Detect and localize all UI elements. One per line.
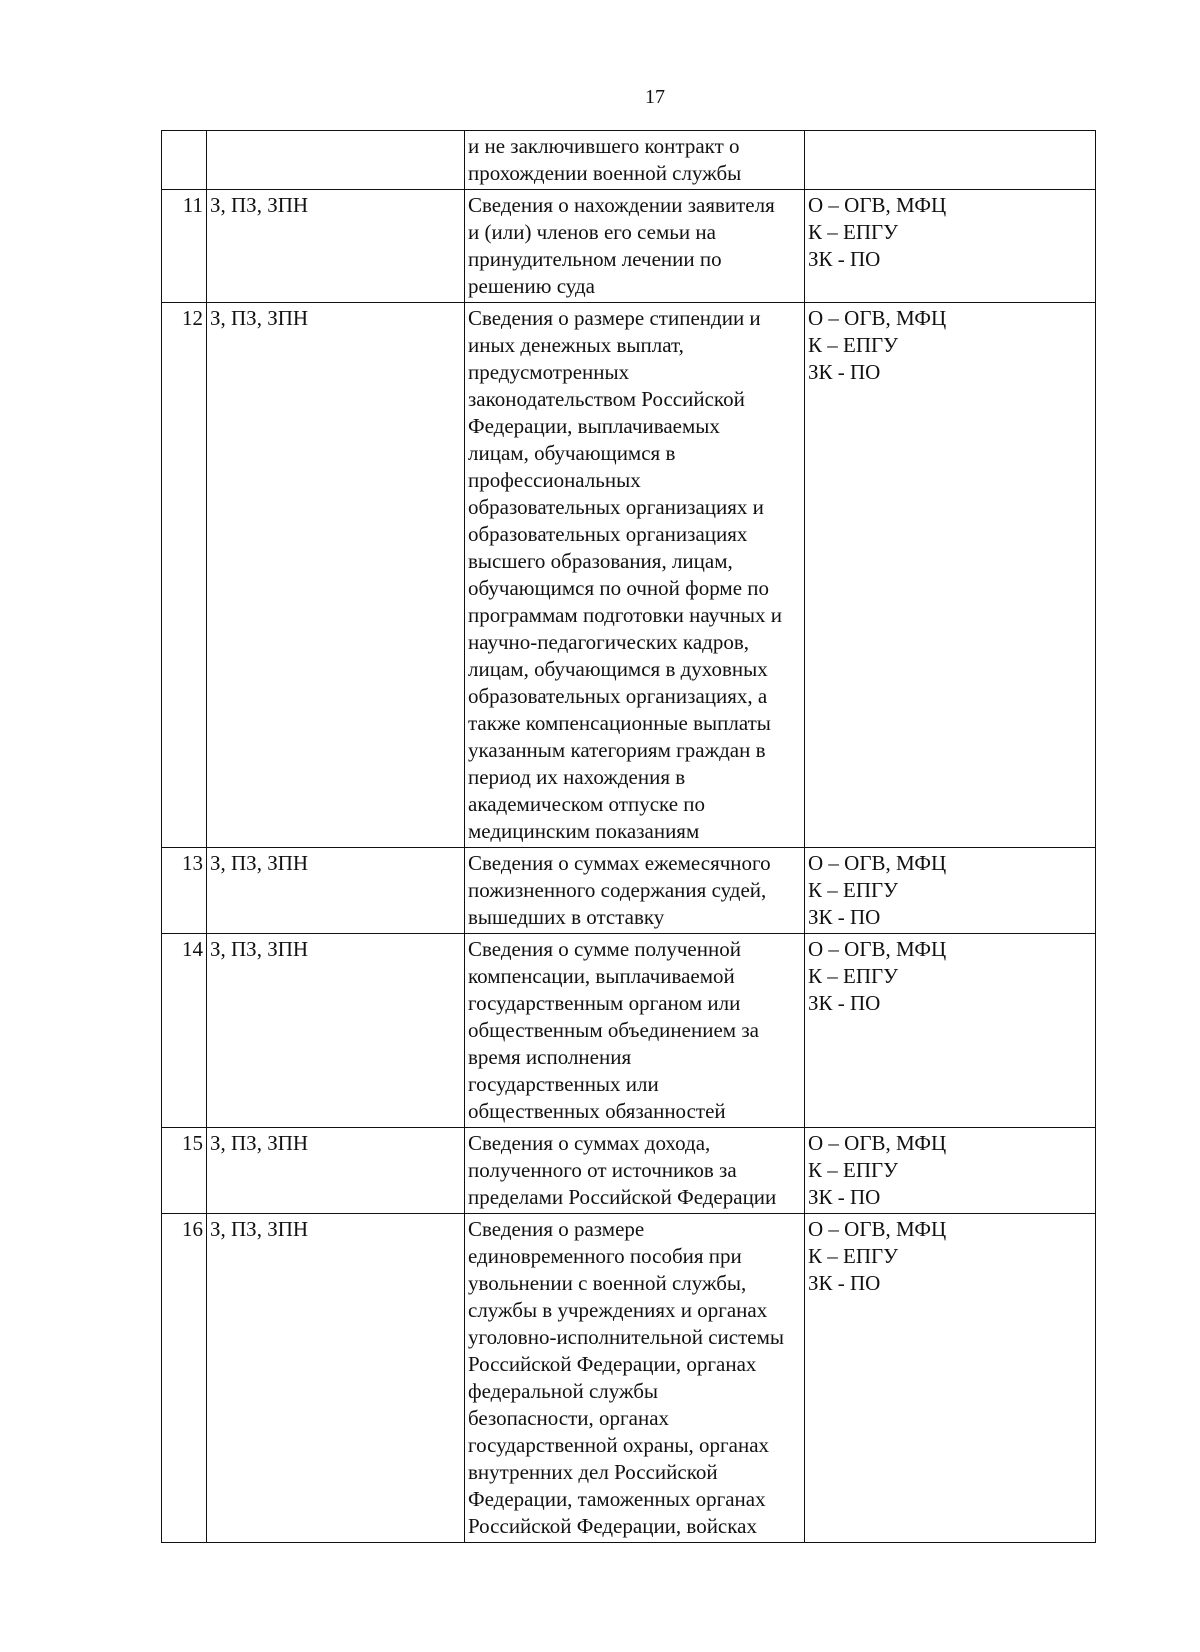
description-line: государственных или bbox=[468, 1072, 659, 1096]
description-line: обучающимся по очной форме по bbox=[468, 576, 770, 600]
description-line: пределами Российской Федерации bbox=[468, 1185, 777, 1209]
row-description bbox=[465, 131, 805, 190]
row-number: 11 bbox=[162, 190, 207, 303]
page-number: 17 bbox=[645, 86, 665, 108]
row-category: З, ПЗ, ЗПН bbox=[207, 303, 465, 848]
source-line: ЗК - ПО bbox=[808, 247, 881, 271]
source-line: ЗК - ПО bbox=[808, 1271, 881, 1295]
row-category: З, ПЗ, ЗПН bbox=[207, 1214, 465, 1543]
row-description bbox=[465, 934, 805, 1128]
description-line: Российской Федерации, войсках bbox=[468, 1514, 757, 1538]
description-line: предусмотренных bbox=[468, 360, 630, 384]
description-line: и (или) членов его семьи на bbox=[468, 220, 716, 244]
description-line: общественным объединением за bbox=[468, 1018, 759, 1042]
row-category: З, ПЗ, ЗПН bbox=[207, 848, 465, 934]
row-source bbox=[805, 934, 1096, 1128]
description-line: увольнении с военной службы, bbox=[468, 1271, 747, 1295]
source-line: О – ОГВ, МФЦ bbox=[808, 306, 947, 330]
data-table bbox=[161, 130, 1096, 1543]
source-line: О – ОГВ, МФЦ bbox=[808, 1217, 947, 1241]
row-category: З, ПЗ, ЗПН bbox=[207, 1128, 465, 1214]
description-line: Федерации, выплачиваемых bbox=[468, 414, 720, 438]
description-line: время исполнения bbox=[468, 1045, 632, 1069]
description-line: профессиональных bbox=[468, 468, 641, 492]
description-line: полученного от источников за bbox=[468, 1158, 737, 1182]
row-number: 12 bbox=[162, 303, 207, 848]
description-line: образовательных организациях bbox=[468, 522, 748, 546]
row-number: 14 bbox=[162, 934, 207, 1128]
description-line: Сведения о сумме полученной bbox=[468, 937, 741, 961]
source-line: К – ЕПГУ bbox=[808, 220, 899, 244]
description-line: лицам, обучающимся в духовных bbox=[468, 657, 768, 681]
table-row bbox=[162, 131, 1096, 190]
table-row bbox=[162, 934, 1096, 1128]
table-row bbox=[162, 1214, 1096, 1543]
row-number bbox=[162, 131, 207, 190]
row-description bbox=[465, 848, 805, 934]
description-line: решению суда bbox=[468, 274, 595, 298]
description-line: академическом отпуске по bbox=[468, 792, 706, 816]
description-line: службы в учреждениях и органах bbox=[468, 1298, 768, 1322]
table-row bbox=[162, 848, 1096, 934]
row-source bbox=[805, 303, 1096, 848]
description-line: принудительном лечении по bbox=[468, 247, 722, 271]
description-line: период их нахождения в bbox=[468, 765, 686, 789]
description-line: общественных обязанностей bbox=[468, 1099, 726, 1123]
description-line: единовременного пособия при bbox=[468, 1244, 742, 1268]
source-line: О – ОГВ, МФЦ bbox=[808, 193, 947, 217]
row-source bbox=[805, 131, 1096, 190]
description-line: Федерации, таможенных органах bbox=[468, 1487, 766, 1511]
description-line: федеральной службы bbox=[468, 1379, 658, 1403]
description-line: высшего образования, лицам, bbox=[468, 549, 733, 573]
description-line: Сведения о размере стипендии и bbox=[468, 306, 761, 330]
row-category: З, ПЗ, ЗПН bbox=[207, 190, 465, 303]
source-line: К – ЕПГУ bbox=[808, 333, 899, 357]
description-line: вышедших в отставку bbox=[468, 905, 665, 929]
description-line: Сведения о размере bbox=[468, 1217, 645, 1241]
description-line: законодательством Российской bbox=[468, 387, 745, 411]
description-line: образовательных организациях и bbox=[468, 495, 764, 519]
row-number: 13 bbox=[162, 848, 207, 934]
description-line: научно-педагогических кадров, bbox=[468, 630, 749, 654]
description-line: образовательных организациях, а bbox=[468, 684, 768, 708]
source-line: ЗК - ПО bbox=[808, 991, 881, 1015]
table-row bbox=[162, 1128, 1096, 1214]
row-number: 15 bbox=[162, 1128, 207, 1214]
description-line: внутренних дел Российской bbox=[468, 1460, 718, 1484]
row-description bbox=[465, 190, 805, 303]
row-category bbox=[207, 131, 465, 190]
description-line: пожизненного содержания судей, bbox=[468, 878, 767, 902]
source-line: К – ЕПГУ bbox=[808, 878, 899, 902]
description-line: государственным органом или bbox=[468, 991, 741, 1015]
source-line: ЗК - ПО bbox=[808, 1185, 881, 1209]
source-line: ЗК - ПО bbox=[808, 905, 881, 929]
description-line: медицинским показаниям bbox=[468, 819, 700, 843]
table-body bbox=[162, 131, 1096, 1543]
description-line: Сведения о суммах ежемесячного bbox=[468, 851, 771, 875]
description-line: Российской Федерации, органах bbox=[468, 1352, 757, 1376]
description-line: прохождении военной службы bbox=[468, 161, 742, 185]
table-row bbox=[162, 190, 1096, 303]
description-line: уголовно-исполнительной системы bbox=[468, 1325, 784, 1349]
row-source bbox=[805, 190, 1096, 303]
row-source bbox=[805, 1214, 1096, 1543]
description-line: компенсации, выплачиваемой bbox=[468, 964, 735, 988]
source-line: ЗК - ПО bbox=[808, 360, 881, 384]
row-description bbox=[465, 1214, 805, 1543]
description-line: указанным категориям граждан в bbox=[468, 738, 766, 762]
description-line: безопасности, органах bbox=[468, 1406, 670, 1430]
source-line: О – ОГВ, МФЦ bbox=[808, 1131, 947, 1155]
description-line: программам подготовки научных и bbox=[468, 603, 782, 627]
row-source bbox=[805, 848, 1096, 934]
description-line: иных денежных выплат, bbox=[468, 333, 684, 357]
row-description bbox=[465, 303, 805, 848]
source-line: К – ЕПГУ bbox=[808, 964, 899, 988]
description-line: Сведения о суммах дохода, bbox=[468, 1131, 711, 1155]
description-line: Сведения о нахождении заявителя bbox=[468, 193, 775, 217]
source-line: О – ОГВ, МФЦ bbox=[808, 851, 947, 875]
source-line: К – ЕПГУ bbox=[808, 1244, 899, 1268]
source-line: О – ОГВ, МФЦ bbox=[808, 937, 947, 961]
description-line: лицам, обучающимся в bbox=[468, 441, 676, 465]
table-row bbox=[162, 303, 1096, 848]
row-category: З, ПЗ, ЗПН bbox=[207, 934, 465, 1128]
description-line: также компенсационные выплаты bbox=[468, 711, 771, 735]
source-line: К – ЕПГУ bbox=[808, 1158, 899, 1182]
row-number: 16 bbox=[162, 1214, 207, 1543]
description-line: государственной охраны, органах bbox=[468, 1433, 770, 1457]
row-source bbox=[805, 1128, 1096, 1214]
row-description bbox=[465, 1128, 805, 1214]
description-line: и не заключившего контракт о bbox=[468, 134, 740, 158]
